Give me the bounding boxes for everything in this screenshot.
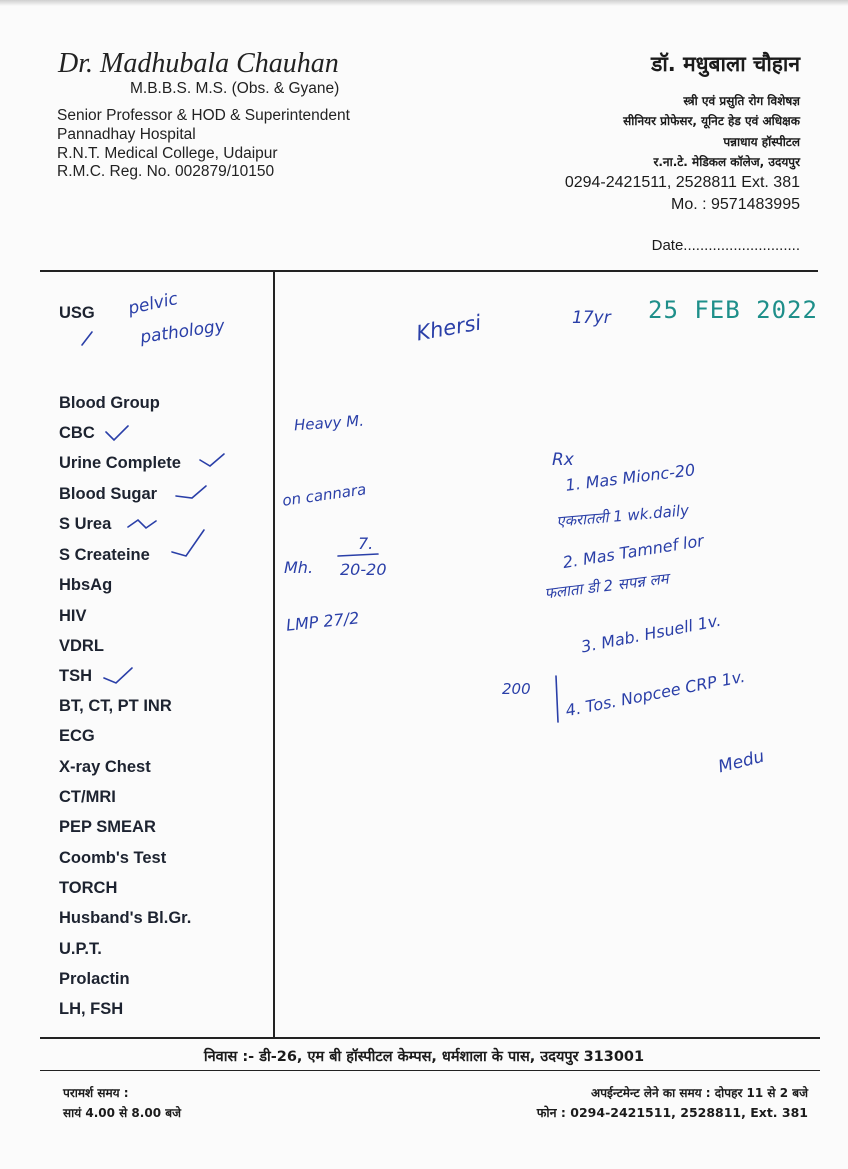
hw-rx2-b: फलाता डी 2 सपन्न लम [543, 569, 670, 603]
test-usg: USG [59, 304, 95, 322]
appointment-time: अपईन्टमेन्ट लेने का समय : दोपहर 11 से 2 बजे [591, 1086, 808, 1100]
test-item: HbsAg [59, 576, 113, 594]
hw-rx3: 3. Mab. Hsuell 1v. [579, 610, 723, 657]
test-item: Coomb's Test [59, 849, 167, 867]
hw-mh: Mh. [284, 558, 314, 577]
college: R.N.T. Medical College, Udaipur [57, 145, 278, 162]
hw-usg-note-2: pathology [139, 316, 227, 348]
hospital: Pannadhay Hospital [57, 126, 196, 143]
specialty-hi: स्त्री एवं प्रसुति रोग विशेषज्ञ [683, 94, 800, 108]
hw-mh-bottom: 20-20 [340, 560, 387, 579]
mh-fraction-line [338, 554, 378, 556]
test-item: Husband's Bl.Gr. [59, 909, 192, 927]
test-item: VDRL [59, 637, 104, 655]
tick-urea [128, 520, 156, 528]
test-item: X-ray Chest [59, 758, 151, 776]
tick-usg [82, 332, 92, 345]
hw-complaint: Heavy M. [293, 411, 365, 435]
hw-rx1: 1. Mas Mionc-20 [564, 460, 697, 495]
test-item: Prolactin [59, 970, 130, 988]
hw-mh-top: 7. [358, 534, 374, 553]
test-item: LH, FSH [59, 1000, 124, 1018]
mobile: Mo. : 9571483995 [671, 196, 800, 213]
hw-rx4: 4. Tos. Nopcee CRP 1v. [563, 666, 747, 721]
footer-phone: फोन : 0294-2421511, 2528811, Ext. 381 [536, 1105, 808, 1120]
test-item: HIV [59, 607, 87, 625]
phone: 0294-2421511, 2528811 Ext. 381 [564, 174, 800, 191]
college-hi: र.ना.टे. मेडिकल कॉलेज, उदयपुर [653, 155, 800, 169]
tick-urine [200, 454, 224, 466]
test-item: BT, CT, PT INR [59, 697, 172, 715]
rx4-bracket [556, 676, 558, 722]
test-item: Urine Complete [59, 454, 181, 472]
consult-time: सायं 4.00 से 8.00 बजे [63, 1106, 181, 1120]
address: निवास :- डी-26, एम बी हॉस्पीटल केम्पस, धर्मशाला के पास, उदयपुर 313001 [203, 1049, 645, 1065]
designation: Senior Professor & HOD & Superintendent [57, 107, 350, 124]
consult-label: परामर्श समय : [63, 1086, 129, 1100]
tick-cbc [106, 426, 128, 440]
degrees: M.B.B.S. M.S. (Obs. & Gyane) [130, 80, 340, 97]
test-item: S Createine [59, 546, 150, 564]
hw-usg-note-1: pelvic [126, 289, 180, 319]
hospital-hi: पन्नाधाय हॉस्पीटल [723, 135, 800, 149]
tick-tsh [104, 668, 132, 683]
hw-age: 17yr [572, 308, 611, 328]
doctor-name-hi: डॉ. मधुबाला चौहान [651, 52, 800, 76]
test-item: TSH [59, 667, 92, 685]
hw-rx1-b: एकरातली 1 wk.daily [555, 501, 690, 531]
test-item: S Urea [59, 515, 112, 533]
doctor-name-en: Dr. Madhubala Chauhan [58, 48, 339, 79]
hw-lmp: LMP 27/2 [285, 608, 361, 635]
test-item: CT/MRI [59, 788, 116, 806]
hw-rx: Rx [552, 450, 574, 470]
hw-rx2: 2. Mas Tamnef lor [561, 530, 706, 573]
tick-sugar [176, 486, 206, 498]
test-item: U.P.T. [59, 940, 102, 958]
test-item: CBC [59, 424, 95, 442]
hw-patient: Khersi [414, 310, 484, 346]
designation-hi: सीनियर प्रोफेसर, यूनिट हेड एवं अधिक्षक [623, 114, 800, 128]
test-item: Blood Group [59, 394, 160, 412]
hw-rx4-qty: 200 [502, 680, 531, 698]
tick-createine [172, 530, 204, 556]
test-item: Blood Sugar [59, 485, 158, 503]
test-item: TORCH [59, 879, 118, 897]
test-item: ECG [59, 727, 95, 745]
hw-signature: Medu [716, 746, 767, 778]
reg-no: R.M.C. Reg. No. 002879/10150 [57, 163, 275, 180]
date-stamp: 25 FEB 2022 [648, 296, 818, 324]
test-item: PEP SMEAR [59, 818, 156, 836]
date-label: Date............................ [651, 237, 800, 254]
hw-note-1: on cannara [281, 480, 368, 510]
